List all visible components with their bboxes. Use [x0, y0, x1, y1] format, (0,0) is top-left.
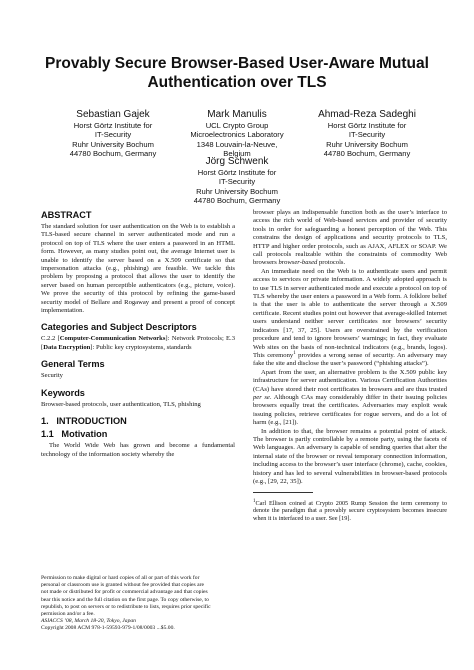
author-affiliation: 44780 Bochum, Germany	[193, 196, 281, 206]
footnote-number: 1	[253, 498, 256, 504]
paragraph-text: . Although CAs may considerably differ in their issuing policies browsers equally treat the certificates. Adversaries may exploit weak issuing policies, retrieve certificates for rogue servers, and do a lot of harm (e.g., [21]).	[253, 393, 447, 427]
right-column	[253, 209, 447, 529]
left-column	[41, 210, 235, 466]
body-paragraph-2	[253, 268, 447, 369]
keywords-heading: Keywords	[41, 387, 85, 398]
permission-line: Permission to make digital or hard copies of all or part of this work for	[41, 575, 200, 581]
paragraph-text: protocols.	[317, 259, 346, 267]
motivation-text: The World Wide Web has grown and become a fundamental technology of the information society whereby the	[41, 442, 235, 458]
body-paragraph-4: In addition to that, the browser remains a potential point of attack. The browser is partly controllable by a remote party, using the facets of Web languages. An adversary is capable of sending queries that alter the internal state of the browser or reveal temporary connection information, including access to the browser’s user interface (chrome), cache, cookies, history and has led to several vulnerabilities in browser-based protocols (e.g., [29, 22, 35]).	[253, 427, 447, 485]
author-name: Jörg Schwenk	[205, 156, 269, 167]
permission-line: not made or distributed for profit or commercial advantage and that copies	[41, 589, 208, 596]
author-affiliation: Horst Görtz Institute for	[197, 168, 277, 177]
paragraph-text: An immediate need on the Web is to authenticate users and permit access to services or private information. A widely adopted approach is to use TLS in server authenticated mode and execute a protocol on top of TLS whereby the user enters a password in a Web form. A folklore belief is that the user is able to authenticate the server through a X.509 certificate. Recent studies point out however that average-skilled Internet users understand neither server certificates nor browsers’ security indicators [17, 37, 25]. Users are overstrained by the verification procedure and tend to ignore browsers’ warnings; in fact, they evaluate Web sites on the basis of non-technical indicators (e.g., brands, logos). This ceremony	[253, 267, 447, 359]
categories-text-part: C.2.2 [	[41, 335, 60, 343]
author-block-schwenk	[172, 156, 302, 206]
italic-term: browser-based	[278, 259, 318, 267]
author-affiliation: Horst Görtz Institute for	[327, 121, 407, 130]
author-affiliation: UCL Crypto Group	[205, 121, 269, 130]
author-affiliation: IT-Security	[94, 130, 132, 140]
introduction-heading: 1. INTRODUCTION	[41, 416, 127, 427]
author-affiliation: Ruhr University Bochum	[72, 139, 154, 149]
author-block-sadeghi	[300, 109, 434, 159]
author-name: Mark Manulis	[207, 109, 267, 120]
author-affiliation: Belgium	[223, 149, 251, 159]
author-name: Ahmad-Reza Sadeghi	[318, 109, 416, 120]
abstract-section	[41, 210, 235, 315]
author-affiliation: IT-Security	[348, 130, 386, 140]
keywords-section	[41, 388, 235, 409]
author-affiliation: Horst Görtz Institute for	[73, 121, 153, 130]
body-paragraph-3	[253, 369, 447, 428]
categories-text	[41, 335, 235, 352]
permission-line: personal or classroom use is granted without fee provided that copies are	[41, 582, 204, 589]
paper-title	[0, 54, 474, 92]
paragraph-text: browser plays an indispensable function both as the user’s interface to access the rich world of Web-based services and provider of security tools in order for safeguarding a honest perception of the Web. This constrains the design of applications and security protocols to TLS, HTTP and higher order protocols, such as AJAX, AFLEX or SOAP. We call protocols realizable within the constraints of commodity Web browsers	[253, 209, 447, 267]
motivation-heading: 1.1 Motivation	[41, 429, 108, 440]
footnote-text: Carl Ellison coined at Crypto 2005 Rump Session the term ceremony to denote the paradigm that a provably secure cryptosystem becomes insecure when it is interfaced to a user. See [19].	[253, 499, 447, 523]
title-line-1: Provably Secure Browser-Based User-Aware Mutual	[45, 55, 429, 72]
general-terms-section	[41, 359, 235, 380]
author-affiliation: 44780 Bochum, Germany	[323, 149, 411, 159]
abstract-heading: ABSTRACT	[41, 210, 92, 220]
permission-notice	[41, 575, 235, 633]
categories-heading: Categories and Subject Descriptors	[41, 322, 197, 333]
introduction-section	[41, 416, 235, 459]
permission-line: permission and/or a fee.	[41, 611, 95, 618]
categories-text-part: ]: Public key cryptosystems, standards	[90, 343, 192, 351]
general-terms-text: Security	[41, 372, 63, 380]
permission-line: republish, to post on servers or to redistribute to lists, requires prior specific	[41, 603, 211, 610]
author-affiliation: Ruhr University Bochum	[196, 186, 278, 196]
footnote-divider	[253, 492, 313, 493]
copyright-line: Copyright 2008 ACM 978-1-59593-979-1/08/0003 ...$5.00.	[41, 625, 175, 632]
author-affiliation: 1348 Louvain-la-Neuve,	[196, 139, 278, 149]
author-affiliation: IT-Security	[218, 177, 256, 187]
author-affiliation: 44780 Bochum, Germany	[69, 149, 157, 159]
general-terms-heading: General Terms	[41, 359, 105, 370]
keywords-text: Browser-based protocols, user authentication, TLS, phishing	[41, 400, 201, 408]
venue-line: ASIACCS ’08, March 18-20, Tokyo, Japan	[41, 618, 136, 625]
permission-line: bear this notice and the full citation on the first page. To copy otherwise, to	[41, 596, 209, 603]
author-affiliation: Microelectronics Laboratory	[190, 130, 284, 140]
paragraph-text: provides a wrong sense of security. An adversary may fake the site and disclose the user’s password (“phishing attacks”).	[253, 351, 447, 368]
paragraph-text: Apart from the user, an alternative problem is the X.509 public key infrastructure for server authentication. Various Certification Authorities (CAs) have stored their root certificates in browsers and are thus trusted	[253, 368, 447, 393]
categories-section	[41, 322, 235, 352]
categories-bold: Data Encryption	[43, 343, 91, 351]
title-line-2: Authentication over TLS	[147, 74, 327, 91]
italic-term: per se	[253, 393, 270, 401]
abstract-text: The standard solution for user authentication on the Web is to establish a TLS-based secure channel in server authenticated mode and run a protocol on top of TLS where the user enters a password in an HTML form. However, as many studies point out, the average Internet user is unable to identify the server based on a X.509 certificate so that impersonation attacks (e.g., phishing) are feasible. We tackle this problem by proposing a protocol that allows the user to identify the server based on human perceptible authenticators (e.g., picture, voice). We prove the security of this protocol by refining the game-based security model of Bellare and Rogaway and present a proof of concept implementation.	[41, 223, 235, 315]
author-affiliation: Ruhr University Bochum	[326, 139, 408, 149]
footnote	[253, 500, 447, 523]
body-paragraph-1	[253, 209, 447, 268]
author-name: Sebastian Gajek	[76, 109, 150, 120]
categories-bold: Computer-Communication Networks	[59, 335, 166, 343]
categories-text-part: ]: Network Protocols; E.3 [	[41, 335, 236, 351]
author-block-manulis	[172, 109, 302, 159]
author-block-gajek	[48, 109, 178, 159]
footnote-marker: 1	[293, 350, 296, 356]
